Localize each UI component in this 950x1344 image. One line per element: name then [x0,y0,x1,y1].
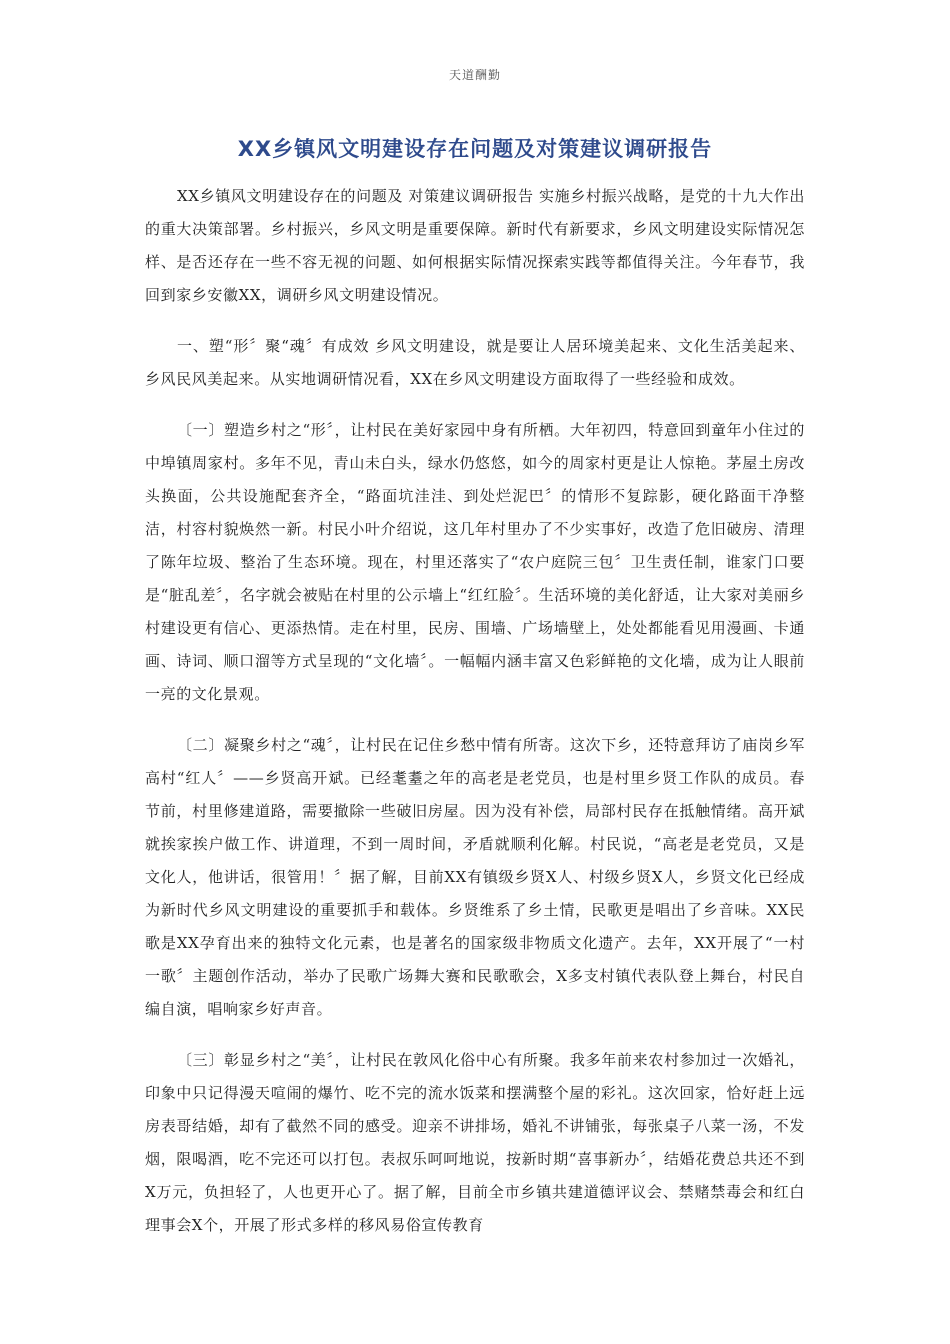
paragraph-intro: XX乡镇风文明建设存在的问题及 对策建议调研报告 实施乡村振兴战略，是党的十九大作出的重大决策部署。乡村振兴，乡风文明是重要保障。新时代有新要求，乡风文明建设实际情况怎样、是否还存在一些不容无视的问题、如何根据实际情况探索实践等都值得关注。今年春节，我回到家乡安徽XX，调研乡风文明建设情况。 [145,187,805,304]
paragraph-subsection-1: 〔一〕塑造乡村之“形〞，让村民在美好家园中身有所栖。大年初四，特意回到童年小住过的中埠镇周家村。多年不见，青山未白头，绿水仍悠悠，如今的周家村更是让人惊艳。茅屋土房改头换面，公共设施配套齐全，“路面坑洼洼、到处烂泥巴〞的情形不复踪影，硬化路面干净整洁，村容村貌焕然一新。村民小叶介绍说，这几年村里办了不少实事好，改造了危旧破房、清理了陈年垃圾、整治了生态环境。现在，村里还落实了“农户庭院三包〞卫生责任制，谁家门口要是“脏乱差〞，名字就会被贴在村里的公示墙上“红红脸〞。生活环境的美化舒适，让大家对美丽乡村建设更有信心、更添热情。走在村里，民房、围墙、广场墙壁上，处处都能看见用漫画、卡通画、诗词、顺口溜等方式呈现的“文化墙〞。一幅幅内涵丰富又色彩鲜艳的文化墙，成为让人眼前一亮的文化景观。 [145,421,805,703]
paragraph-subsection-3: 〔三〕彰显乡村之“美〞，让村民在敦风化俗中心有所聚。我多年前来农村参加过一次婚礼，印象中只记得漫天喧闹的爆竹、吃不完的流水饭菜和摆满整个屋的彩礼。这次回家，恰好赶上远房表哥结婚，却有了截然不同的感受。迎亲不讲排场，婚礼不讲铺张，每张桌子八菜一汤，不发烟，限喝酒，吃不完还可以打包。表叔乐呵呵地说，按新时期“喜事新办〞，结婚花费总共还不到X万元，负担轻了，人也更开心了。据了解，目前全市乡镇共建道德评议会、禁赌禁毒会和红白理事会X个，开展了形式多样的移风易俗宣传教育 [145,1051,805,1234]
paragraph-section-1: 一、塑“形〞聚“魂〞有成效 乡风文明建设，就是要让人居环境美起来、文化生活美起来、乡风民风美起来。从实地调研情况看，XX在乡风文明建设方面取得了一些经验和成效。 [145,337,805,388]
paragraph-subsection-2: 〔二〕凝聚乡村之“魂〞，让村民在记住乡愁中情有所寄。这次下乡，还特意拜访了庙岗乡军高村“红人〞——乡贤高开斌。已经耄耋之年的高老是老党员，也是村里乡贤工作队的成员。春节前，村里修建道路，需要撤除一些破旧房屋。因为没有补偿，局部村民存在抵触情绪。高开斌就挨家挨户做工作、讲道理，不到一周时间，矛盾就顺利化解。村民说，“高老是老党员，又是文化人，他讲话，很管用！〞据了解，目前XX有镇级乡贤X人、村级乡贤X人，乡贤文化已经成为新时代乡风文明建设的重要抓手和载体。乡贤维系了乡土情，民歌更是唱出了乡音味。XX民歌是XX孕育出来的独特文化元素，也是著名的国家级非物质文化遗产。去年，XX开展了“一村一歌〞主题创作活动，举办了民歌广场舞大赛和民歌歌会，X多支村镇代表队登上舞台，村民自编自演，唱响家乡好声音。 [145,736,805,1018]
page-header: 天道酬勤 [448,68,501,82]
document-title: XX乡镇风文明建设存在问题及对策建议调研报告 [237,137,713,161]
document-body [145,180,805,1260]
